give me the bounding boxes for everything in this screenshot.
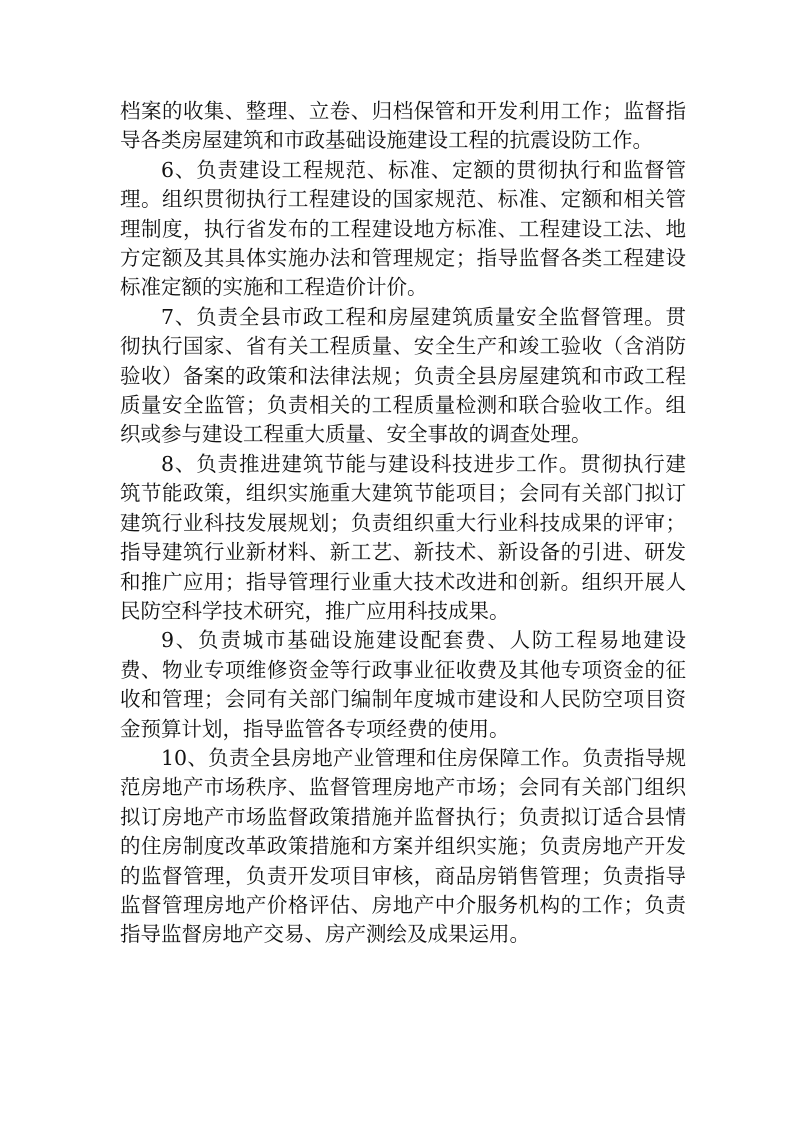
document-page — [120, 97, 686, 950]
paragraph-item-10: 10、负责全县房地产业管理和住房保障工作。负责指导规范房地产市场秩序、监督管理房地产市场；会同有关部门组织拟订房地产市场监督政策措施并监督执行；负责拟订适合县情的住房制度改革政策措施和方案并组织实施；负责房地产开发的监督管理，负责开发项目审核，商品房销售管理；负责指导监督管理房地产价格评估、房地产中介服务机构的工作；负责指导监督房地产交易、房产测绘及成果运用。 — [120, 745, 686, 947]
paragraph-item-7: 7、负责全县市政工程和房屋建筑质量安全监督管理。贯彻执行国家、省有关工程质量、安全生产和竣工验收（含消防验收）备案的政策和法律法规；负责全县房屋建筑和市政工程质量安全监管；负责相关的工程质量检测和联合验收工作。组织或参与建设工程重大质量、安全事故的调查处理。 — [120, 304, 686, 447]
paragraph-item-8: 8、负责推进建筑节能与建设科技进步工作。贯彻执行建筑节能政策，组织实施重大建筑节能项目；会同有关部门拟订建筑行业科技发展规划；负责组织重大行业科技成果的评审；指导建筑行业新材料、新工艺、新技术、新设备的引进、研发和推广应用；指导管理行业重大技术改进和创新。组织开展人民防空科学技术研究，推广应用科技成果。 — [120, 451, 686, 623]
paragraph-continued: 档案的收集、整理、立卷、归档保管和开发利用工作；监督指导各类房屋建筑和市政基础设施建设工程的抗震设防工作。 — [120, 99, 686, 153]
paragraph-item-6: 6、负责建设工程规范、标准、定额的贯彻执行和监督管理。组织贯彻执行工程建设的国家规范、标准、定额和相关管理制度，执行省发布的工程建设地方标准、工程建设工法、地方定额及其具体实施办法和管理规定；指导监督各类工程建设标准定额的实施和工程造价计价。 — [120, 157, 686, 300]
paragraph-item-9: 9、负责城市基础设施建设配套费、人防工程易地建设费、物业专项维修资金等行政事业征收费及其他专项资金的征收和管理；会同有关部门编制年度城市建设和人民防空项目资金预算计划，指导监管各专项经费的使用。 — [120, 628, 686, 741]
